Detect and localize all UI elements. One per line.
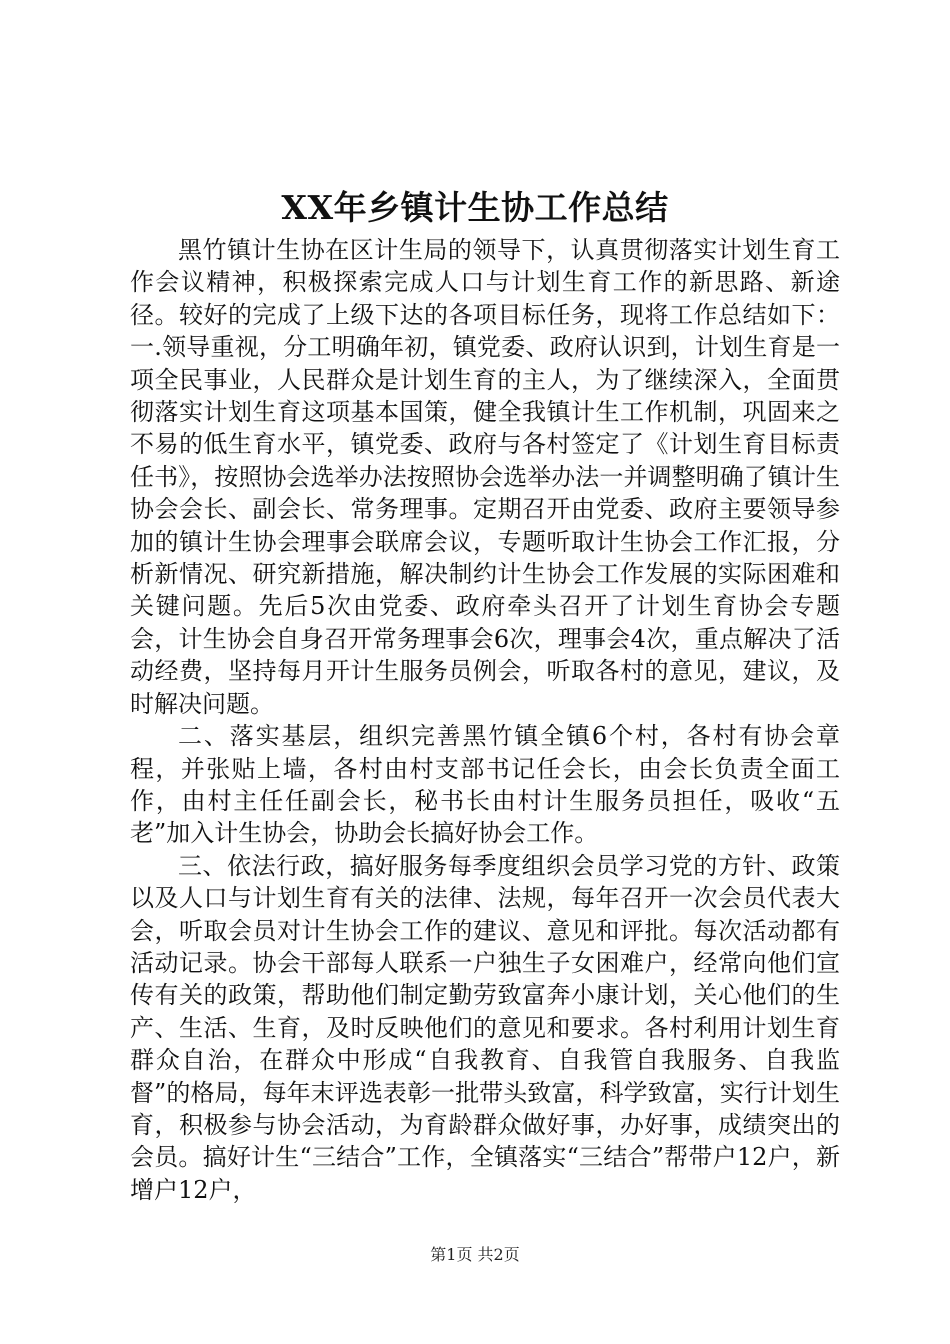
document-body: [130, 234, 840, 1206]
document-title: XX年乡镇计生协工作总结: [281, 188, 669, 227]
page-number-footer: 第1页 共2页: [430, 1245, 520, 1264]
paragraph-intro: 黑竹镇计生协在区计生局的领导下，认真贯彻落实计划生育工作会议精神，积极探索完成人口与计划生育工作的新思路、新途径。较好的完成了上级下达的各项目标任务，现将工作总结如下：一.领导重视，分工明确年初，镇党委、政府认识到，计划生育是一项全民事业，人民群众是计划生育的主人，为了继续深入，全面贯彻落实计划生育这项基本国策，健全我镇计生工作机制，巩固来之不易的低生育水平，镇党委、政府与各村签定了《计划生育目标责任书》，按照协会选举办法按照协会选举办法一并调整明确了镇计生协会会长、副会长、常务理事。定期召开由党委、政府主要领导参加的镇计生协会理事会联席会议，专题听取计生协会工作汇报，分析新情况、研究新措施，解决制约计生协会工作发展的实际困难和关键问题。先后5次由党委、政府牵头召开了计划生育协会专题会，计生协会自身召开常务理事会6次，理事会4次，重点解决了活动经费，坚持每月开计生服务员例会，听取各村的意见，建议，及时解决问题。: [130, 236, 840, 718]
paragraph-section-two: 二、落实基层，组织完善黑竹镇全镇6个村，各村有协会章程，并张贴上墙，各村由村支部书记任会长，由会长负责全面工作，由村主任任副会长，秘书长由村计生服务员担任，吸收“五老”加入计生协会，协助会长搞好协会工作。: [130, 722, 840, 848]
paragraph-section-three: 三、依法行政，搞好服务每季度组织会员学习党的方针、政策以及人口与计划生育有关的法律、法规，每年召开一次会员代表大会，听取会员对计生协会工作的建议、意见和评批。每次活动都有活动记录。协会干部每人联系一户独生子女困难户，经常向他们宣传有关的政策，帮助他们制定勤劳致富奔小康计划，关心他们的生产、生活、生育，及时反映他们的意见和要求。各村利用计划生育群众自治，在群众中形成“自我教育、自我管自我服务、自我监督”的格局，每年末评选表彰一批带头致富，科学致富，实行计划生育，积极参与协会活动，为育龄群众做好事，办好事，成绩突出的会员。搞好计生“三结合”工作，全镇落实“三结合”帮带户12户，新增户12户，: [130, 851, 840, 1204]
